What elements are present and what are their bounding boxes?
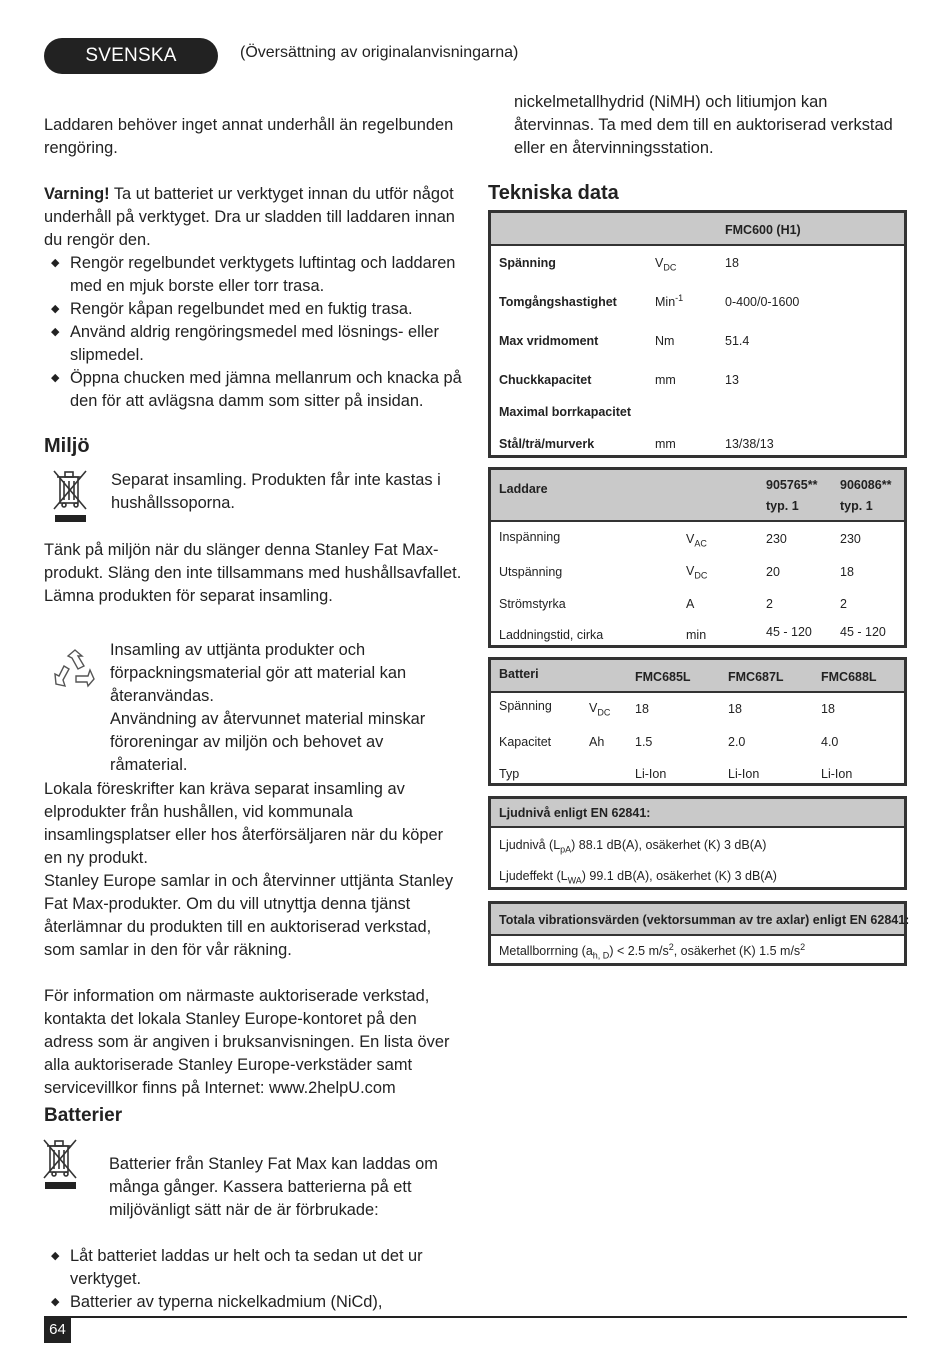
column-model: FMC687L (728, 670, 784, 684)
vibration-table (488, 901, 910, 966)
heading-environment: Miljö (44, 435, 90, 457)
list-item: ◆ Rengör regelbundet verktygets luftintag och laddaren med en mjuk borste eller torr trasa. (44, 252, 469, 298)
noise-table (488, 796, 907, 890)
warning-text: Ta ut batteriet ur verktyget innan du utför något underhåll på verktyget. Dra ur sladden till laddaren innan du rengör den. (44, 185, 455, 249)
row-value: 45 - 120 (840, 625, 886, 639)
row-value: 18 (821, 702, 835, 716)
page-subtitle: (Översättning av originalanvisningarna) (240, 44, 519, 61)
separate-collection-text: Separat insamling. Produkten får inte kastas i hushållssoporna. (111, 471, 441, 512)
crossed-bin-icon (50, 467, 90, 525)
row-value: 230 (840, 532, 861, 546)
row-value: 18 (725, 256, 739, 270)
row-unit: mm (655, 373, 676, 387)
row-value: Li-Ion (821, 767, 853, 781)
list-item: ◆ Öppna chucken med jämna mellanrum och knacka på den för att avlägsna damm som sitter på insidan. (44, 367, 469, 413)
sound-power-row: Ljudeffekt $(L_{WA})$ 99.1 dB(A), osäkerhet (K) 3 dB(A) (499, 869, 777, 886)
row-label: Stål/trä/murverk (499, 437, 595, 451)
column-type: typ. 1 (840, 499, 873, 513)
list-item: ◆ Använd aldrig rengöringsmedel med lösnings- eller slipmedel. (44, 321, 469, 367)
table-title: Ljudnivå enligt EN 62841: (499, 806, 651, 820)
row-value: 13/38/13 (725, 437, 774, 451)
row-unit: Min$^{-1}$ (655, 293, 684, 310)
row-label: Spänning (499, 699, 552, 713)
row-value: 18 (635, 702, 649, 716)
row-value: 0-400/0-1600 (725, 295, 800, 309)
row-unit: Ah (589, 735, 605, 749)
list-item: ◆ Rengör kåpan regelbundet med en fuktig trasa. (44, 298, 469, 321)
list-item: ◆ Batterier av typerna nickelkadmium (NiCd), (44, 1291, 444, 1314)
warning-paragraph (44, 183, 464, 252)
row-label: Spänning (499, 256, 556, 270)
stanley-recycling-paragraph: Stanley Europe samlar in och återvinner uttjänta Stanley Fat Max-produkter. Om du vill utnyttja denna tjänst återlämnar du produkten till en auktoriserad verkstad, som samlar in den för vår räkning. (44, 872, 454, 959)
heading-technical-data: Tekniska data (488, 182, 619, 204)
recycling-continuation: nickelmetallhydrid (NiMH) och litiumjon kan återvinnas. Ta med dem till en auktoriserad verkstad eller en återvinningsstation. (514, 93, 893, 157)
row-value: 18 (840, 565, 854, 579)
row-value: 51.4 (725, 334, 750, 348)
column-model: 905765** (766, 478, 818, 492)
local-regulations-paragraph: Lokala föreskrifter kan kräva separat insamling av elprodukter från hushållen, vid kommunala insamlingsplatser eller hos återförsäljaren när du köper en ny produkt. (44, 780, 444, 867)
row-label: Maximal borrkapacitet (499, 405, 631, 419)
row-value: 2 (766, 597, 773, 611)
row-value: 4.0 (821, 735, 839, 749)
charger-spec-table (488, 467, 907, 648)
table-title: Laddare (499, 482, 548, 496)
row-value: 230 (766, 532, 787, 546)
recycle-text-2: Användning av återvunnet material minskar föroreningar av miljön och behovet av råmaterial. (110, 710, 426, 774)
row-label: Max vridmoment (499, 334, 599, 348)
environment-paragraph: Tänk på miljön när du slänger denna Stanley Fat Max-produkt. Släng den inte tillsammans med hushållsavfallet. Lämna produkten för separat insamling. (44, 541, 462, 605)
batteries-text: Batterier från Stanley Fat Max kan laddas om många gånger. Kassera batterierna på ett miljövänligt sätt när de är förbrukade: (109, 1155, 438, 1219)
warning-label: Varning! (44, 185, 110, 203)
maintenance-bullets (44, 252, 469, 413)
recycle-text-1: Insamling av uttjänta produkter och förpackningsmaterial gör att material kan återanvändas. (110, 641, 407, 705)
table-title: Totala vibrationsvärden (vektorsumman av tre axlar) enligt EN 62841: (499, 913, 910, 927)
language-badge: SVENSKA (44, 38, 218, 74)
row-value: 13 (725, 373, 739, 387)
row-label: Typ (499, 767, 520, 781)
row-label: Utspänning (499, 565, 563, 579)
list-item: ◆ Låt batteriet laddas ur helt och ta sedan ut det ur verktyget. (44, 1245, 444, 1291)
row-value: Li-Ion (728, 767, 760, 781)
row-label: Kapacitet (499, 735, 552, 749)
battery-bullets (44, 1245, 444, 1314)
row-value: 18 (728, 702, 742, 716)
row-value: 1.5 (635, 735, 653, 749)
recycle-icon (50, 646, 100, 696)
vibration-row: Metallborrning $(a_{h, D}) < 2.5$ $m/s^2$, osäkerhet (K) 1.5 $m/s^2$ (499, 942, 806, 961)
maintenance-paragraph: Laddaren behöver inget annat underhåll än regelbunden rengöring. (44, 116, 454, 157)
row-label: Tomgångshastighet (499, 295, 617, 309)
row-label: Strömstyrka (499, 597, 566, 611)
column-model: 906086** (840, 478, 892, 492)
row-unit: $V_{DC}$ (655, 256, 677, 273)
row-unit: $V_{DC}$ (589, 701, 611, 718)
tool-spec-table (488, 210, 907, 458)
battery-spec-table (488, 657, 907, 786)
row-unit: mm (655, 437, 676, 451)
column-model: FMC685L (635, 670, 691, 684)
row-value: 2 (840, 597, 847, 611)
table-title: Batteri (499, 667, 539, 681)
footer-divider (44, 1316, 907, 1318)
row-unit: min (686, 628, 707, 642)
column-model: FMC688L (821, 670, 877, 684)
model-header: FMC600 (H1) (725, 223, 801, 237)
row-label: Laddningstid, cirka (499, 628, 604, 642)
row-value: 20 (766, 565, 780, 579)
row-unit: $V_{DC}$ (686, 564, 708, 581)
crossed-bin-icon (40, 1136, 80, 1194)
row-label: Inspänning (499, 530, 561, 544)
row-label: Chuckkapacitet (499, 373, 592, 387)
row-value: Li-Ion (635, 767, 667, 781)
row-value: 45 - 120 (766, 625, 812, 639)
heading-batteries: Batterier (44, 1105, 123, 1126)
service-info-paragraph: För information om närmaste auktoriserade verkstad, kontakta det lokala Stanley Europe-kontoret på den adress som är angiven i bruksanvisningen. En lista över alla auktoriserade Stanley Europe-verkstäder samt servicevillkor finns på Internet: www.2helpU.com (44, 987, 450, 1097)
column-type: typ. 1 (766, 499, 799, 513)
row-value: 2.0 (728, 735, 746, 749)
page-number: 64 (44, 1317, 71, 1343)
sound-pressure-row: Ljudnivå $(L_{pA})$ 88.1 dB(A), osäkerhet (K) 3 dB(A) (499, 838, 767, 855)
row-unit: $V_{AC}$ (686, 532, 707, 549)
row-unit: Nm (655, 334, 675, 348)
row-unit: A (686, 597, 695, 611)
